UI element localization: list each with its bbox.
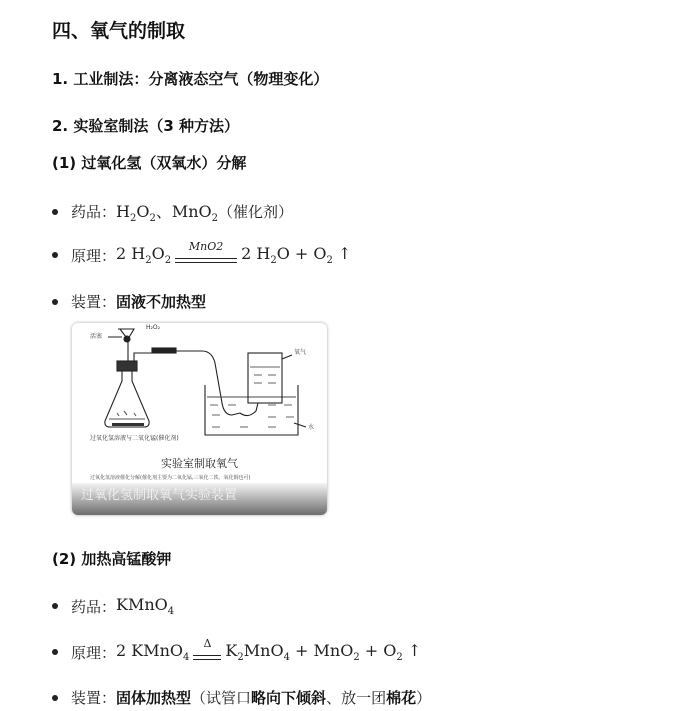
gas-jar [248,353,282,403]
oxygen-label: 氧气 [294,349,307,356]
reaction-equation: 2 $H_2O_2$ [116,243,172,267]
figure-caption: 过氧化氢制取氧气实验装置 [81,488,238,503]
lab-method-heading: 2. 实验室制法（3 种方法） [52,117,240,135]
bullet-dot [52,695,58,701]
figure-caption-bar [72,483,327,515]
funnel [118,329,134,363]
equal-bars [193,655,221,660]
apparatus-label: 装置： [71,689,117,707]
apparatus-label: 装置： [71,293,117,311]
h2o2-label: H₂O₂ [146,324,161,331]
kmno4-drug-item [52,595,174,617]
bullet-dot [52,649,58,655]
drug-label: 药品： [71,597,117,616]
reaction-condition: Δ [203,637,212,650]
reaction-arrow [173,240,239,270]
delivery-tube [134,351,240,415]
tube-tilt-note: 略向下倾斜 [251,689,327,707]
h2o2-drug-item [52,199,293,224]
drug-note: （催化剂） [218,203,294,222]
valve-label: 活塞 [90,333,103,340]
bullet-dot [52,209,58,215]
reaction-condition: MnO2 [188,240,224,253]
reaction-products: 2 $H_2O + O_2$ ↑ [241,243,352,267]
apparatus-type: 固液不加热型 [116,293,207,311]
apparatus-note-mid: 、放一团 [326,689,387,707]
h2o2-apparatus-item [52,291,206,312]
drug-formula: $H_2O_2$、MnO$_2$ [116,202,219,225]
bullet-dot [52,603,58,609]
cotton-note: 棉花 [386,689,417,707]
principle-label: 原理： [71,643,117,662]
section-title: 四、氧气的制取 [52,20,186,42]
reaction-equation: 2 KMnO$_4$ [116,640,190,664]
kmno4-principle-item [52,637,421,667]
kmno4-heading: (2) 加热高锰酸钾 [52,550,172,568]
reaction-arrow [191,637,223,667]
flask-label: 过氧化氢溶液与二氧化锰(催化剂) [90,435,179,442]
figure-title: 实验室制取氧气 [161,457,238,470]
bullet-dot [52,299,58,305]
h2o2-heading: (1) 过氧化氢（双氧水）分解 [52,154,247,172]
bullet-dot [52,252,58,258]
reaction-products: $K_2MnO_4 + MnO_2 + O_2$ ↑ [225,640,422,664]
figure-note: 过氧化氢溶液催化分解(催化剂主要为二氧化锰,三氧化二铁、氧化铜也可) [90,475,251,481]
apparatus-note-open: （试管口 [191,689,252,707]
drug-label: 药品： [71,203,117,222]
equal-bars [175,258,237,263]
h2o2-principle-item [52,240,351,270]
apparatus-type: 固体加热型 [116,689,192,707]
principle-label: 原理： [71,246,117,265]
water-label: 水 [308,424,315,431]
apparatus-figure[interactable] [72,323,327,515]
valve [124,336,130,342]
kmno4-apparatus-item [52,687,431,708]
drug-formula: KMnO$_4$ [116,595,175,618]
apparatus-note-close: ） [416,689,432,707]
industrial-method-heading: 1. 工业制法：分离液态空气（物理变化） [52,70,329,88]
